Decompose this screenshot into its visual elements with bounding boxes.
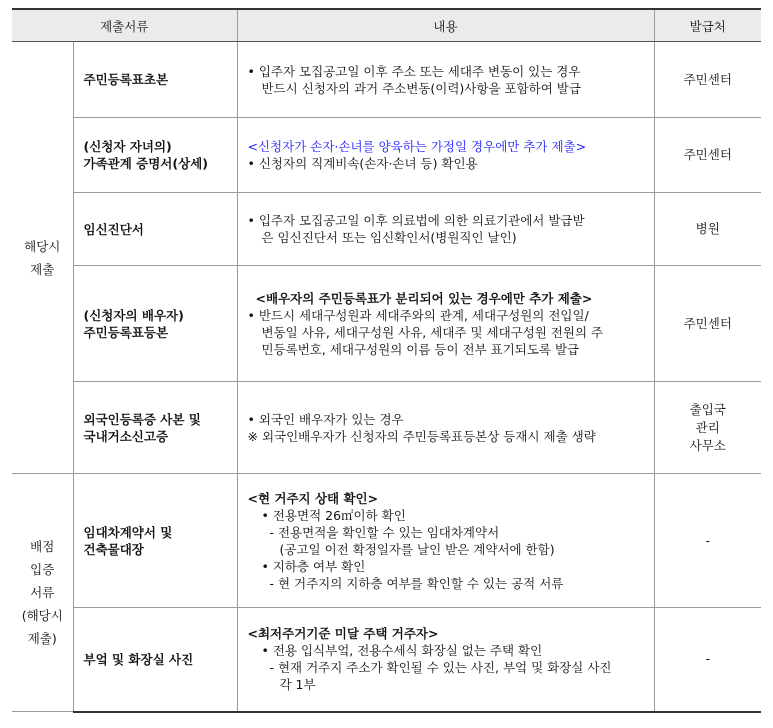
table-row xyxy=(12,382,761,474)
table-row xyxy=(12,608,761,712)
content-line: • 입주자 모집공고일 이후 의료법에 의한 의료기관에서 발급받 xyxy=(247,213,585,228)
content-line: - 현 거주지의 지하층 여부를 확인할 수 있는 공적 서류 xyxy=(269,575,564,591)
doc-content xyxy=(237,193,654,266)
doc-name: 외국인등록증 사본 및 국내거소신고증 xyxy=(73,382,237,474)
content-line: ※ 외국인배우자가 신청자의 주민등록표등본상 등재시 제출 생략 xyxy=(247,428,596,444)
doc-name: 부엌 및 화장실 사진 xyxy=(73,608,237,712)
header-content: 내용 xyxy=(237,9,654,42)
content-line: 각 1부 xyxy=(279,677,316,693)
group-line: 해당시 제출 xyxy=(24,238,61,277)
content-note: <현 거주지 상태 확인> xyxy=(247,490,379,506)
table-row xyxy=(12,474,761,608)
doc-name: 임대차계약서 및 건축물대장 xyxy=(73,474,237,608)
doc-content xyxy=(237,382,654,474)
content-line: • 입주자 모집공고일 이후 주소 또는 세대주 변동이 있는 경우 xyxy=(247,63,581,79)
issuer: 병원 xyxy=(654,193,761,266)
content-note: <배우자의 주민등록표가 분리되어 있는 경우에만 추가 제출> xyxy=(255,290,593,306)
table-row xyxy=(12,118,761,193)
content-line: (공고일 이전 확정일자를 날인 받은 계약서에 한함) xyxy=(279,541,555,557)
doc-content xyxy=(237,608,654,712)
group-label-when-applicable xyxy=(12,42,73,474)
content-line: • 전용면적 26㎡이하 확인 xyxy=(261,507,406,523)
doc-content xyxy=(237,118,654,193)
content-line: • 반드시 세대구성원과 세대주와의 관계, 세대구성원의 전입일/ xyxy=(247,307,589,323)
doc-content xyxy=(237,42,654,118)
doc-name: (신청자의 배우자) 주민등록표등본 xyxy=(73,266,237,382)
content-line: 민등록번호, 세대구성원의 이름 등이 전부 표기되도록 발급 xyxy=(261,341,580,357)
table-row xyxy=(12,42,761,118)
content-line: • 신청자의 직계비속(손자·손녀 등) 확인용 xyxy=(247,156,478,171)
header-documents: 제출서류 xyxy=(12,9,237,42)
issuer: 출입국 관리 사무소 xyxy=(654,382,761,474)
content-line: • 전용 입식부엌, 전용수세식 화장실 없는 주택 확인 xyxy=(261,643,543,659)
table-row xyxy=(12,266,761,382)
doc-name: 주민등록표초본 xyxy=(73,42,237,118)
content-line: 은 임신진단서 또는 임신확인서(병원직인 날인) xyxy=(261,230,517,245)
header-row xyxy=(12,9,761,42)
content-line: • 외국인 배우자가 있는 경우 xyxy=(247,411,404,427)
issuer: - xyxy=(654,474,761,608)
content-line: - 현재 거주지 주소가 확인될 수 있는 사진, 부엌 및 화장실 사진 xyxy=(269,660,612,676)
issuer: 주민센터 xyxy=(654,266,761,382)
header-issuer: 발급처 xyxy=(654,9,761,42)
content-line: - 전용면적을 확인할 수 있는 임대차계약서 xyxy=(269,524,500,540)
content-line: 반드시 신청자의 과거 주소변동(이력)사항을 포함하여 발급 xyxy=(261,80,581,96)
table-row xyxy=(12,193,761,266)
doc-content xyxy=(237,474,654,608)
issuer: 주민센터 xyxy=(654,118,761,193)
group-label-score-proof: 배점 입증 서류 (해당시 제출) xyxy=(12,474,73,712)
doc-name: (신청자 자녀의) 가족관계 증명서(상세) xyxy=(73,118,237,193)
doc-content xyxy=(237,266,654,382)
documents-table xyxy=(12,8,761,713)
content-line: • 지하층 여부 확인 xyxy=(261,558,366,574)
content-note: <신청자가 손자·손녀를 양육하는 가정일 경우에만 추가 제출> xyxy=(247,139,587,154)
issuer: - xyxy=(654,608,761,712)
content-line: 변동일 사유, 세대구성원 사유, 세대주 및 세대구성원 전원의 주 xyxy=(261,324,604,340)
doc-name: 임신진단서 xyxy=(73,193,237,266)
issuer: 주민센터 xyxy=(654,42,761,118)
content-note: <최저주거기준 미달 주택 거주자> xyxy=(247,626,439,642)
